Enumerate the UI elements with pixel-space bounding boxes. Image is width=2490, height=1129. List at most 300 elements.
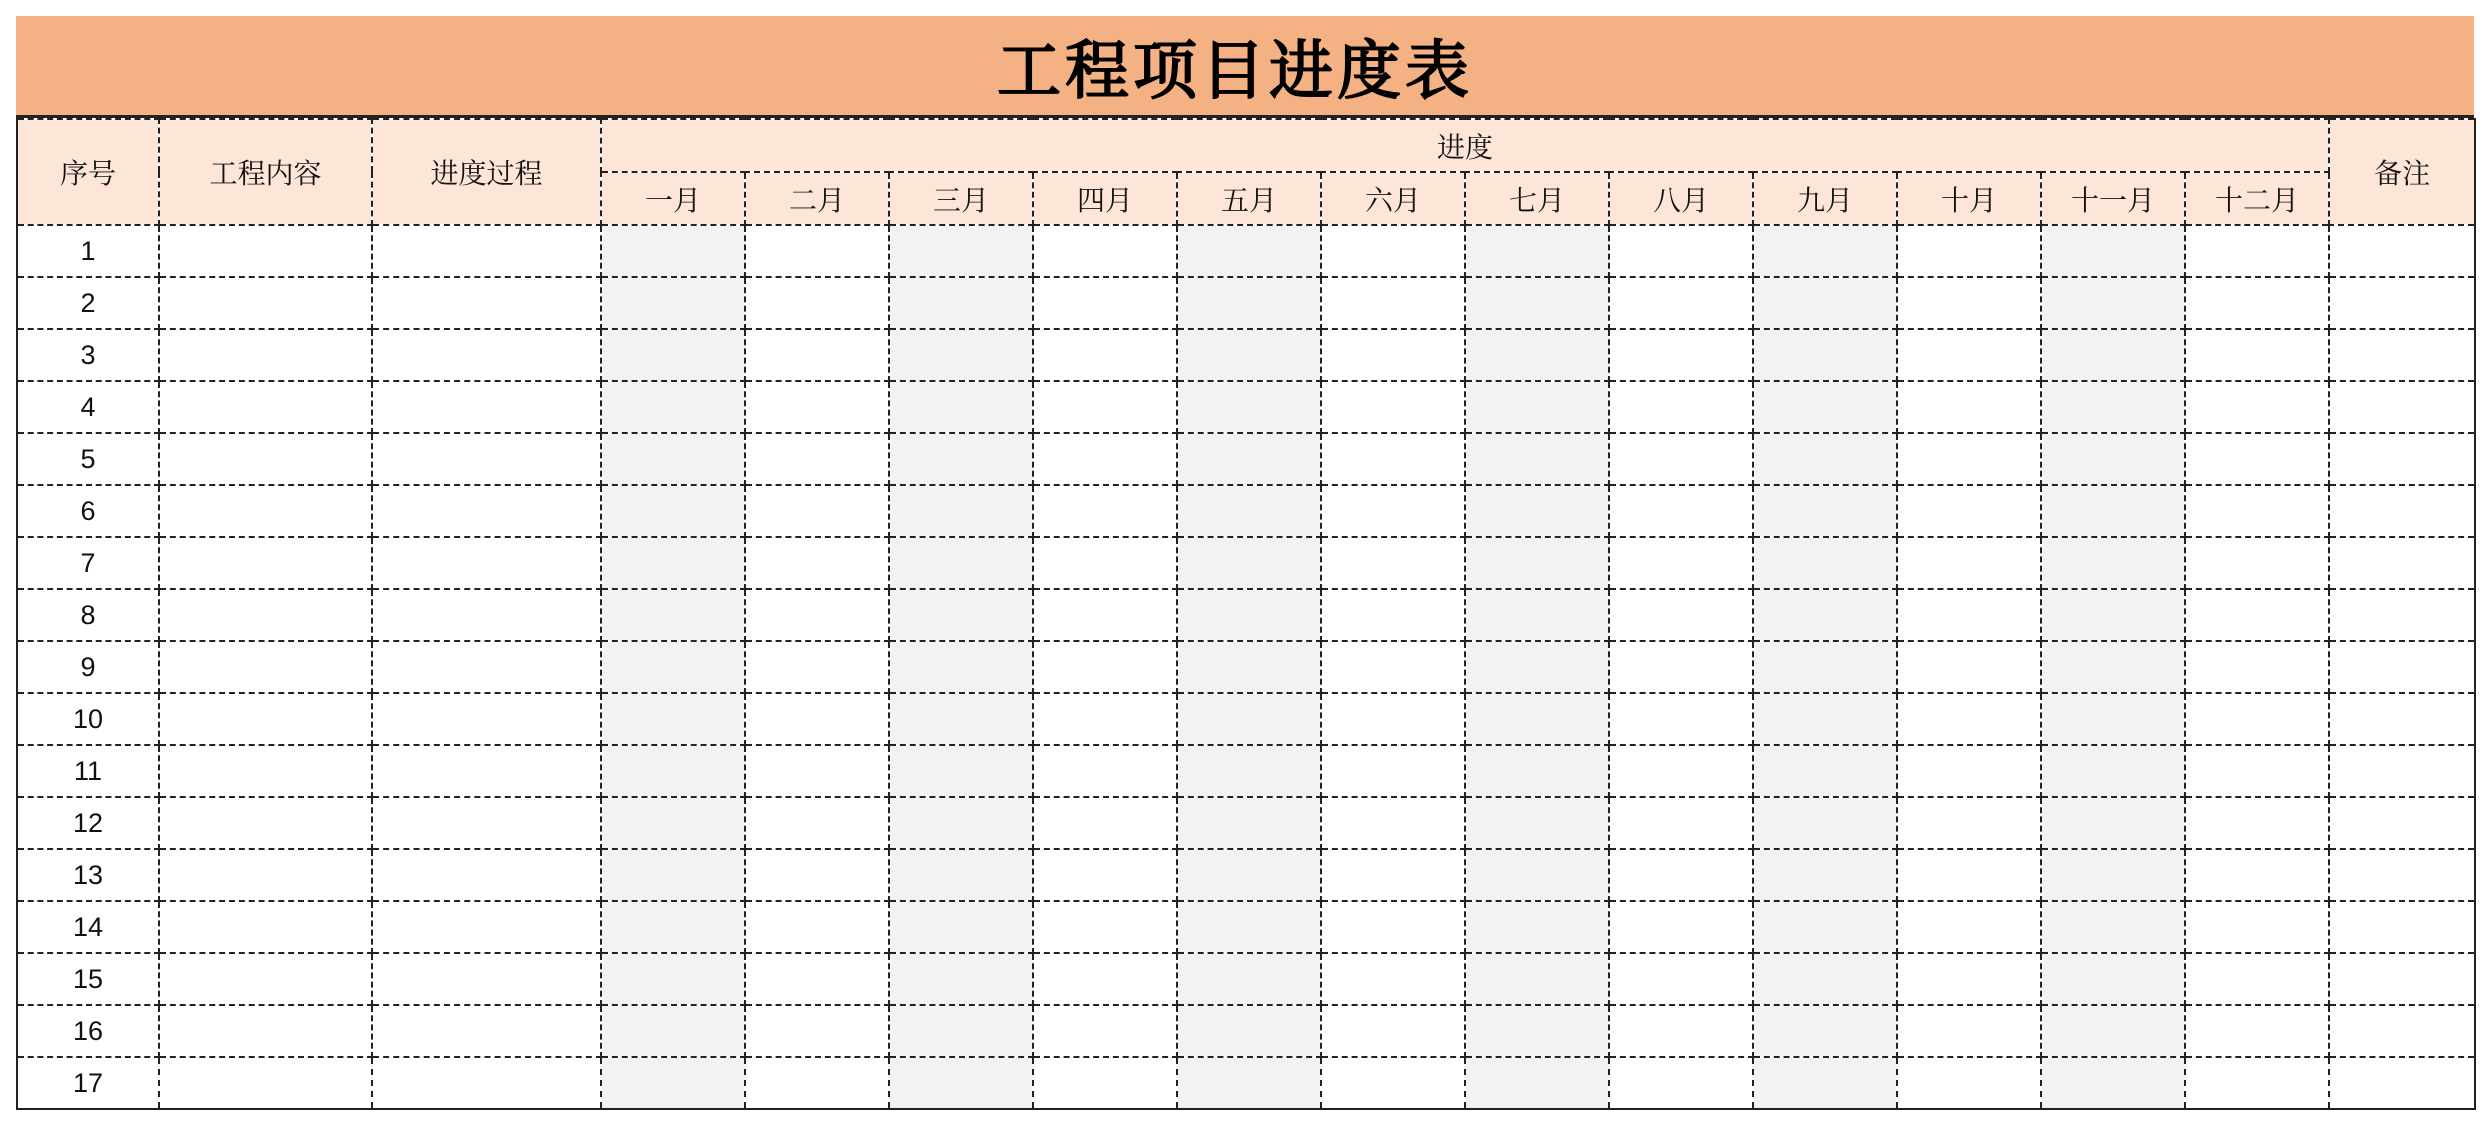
month-cell-1[interactable] bbox=[601, 537, 745, 589]
month-cell-6[interactable] bbox=[1321, 589, 1465, 641]
remarks-cell[interactable] bbox=[2329, 381, 2475, 433]
remarks-cell[interactable] bbox=[2329, 953, 2475, 1005]
month-cell-3[interactable] bbox=[889, 797, 1033, 849]
month-cell-8[interactable] bbox=[1609, 745, 1753, 797]
month-cell-8[interactable] bbox=[1609, 1005, 1753, 1057]
content-cell[interactable] bbox=[159, 277, 372, 329]
month-cell-11[interactable] bbox=[2041, 745, 2185, 797]
table-row bbox=[17, 329, 2475, 381]
month-cell-8[interactable] bbox=[1609, 329, 1753, 381]
month-cell-8[interactable] bbox=[1609, 1057, 1753, 1109]
month-cell-5[interactable] bbox=[1177, 589, 1321, 641]
month-cell-2[interactable] bbox=[745, 381, 889, 433]
month-cell-8[interactable] bbox=[1609, 589, 1753, 641]
process-cell[interactable] bbox=[372, 953, 601, 1005]
month-cell-12[interactable] bbox=[2185, 693, 2329, 745]
month-cell-1[interactable] bbox=[601, 589, 745, 641]
month-cell-8[interactable] bbox=[1609, 797, 1753, 849]
month-cell-8[interactable] bbox=[1609, 485, 1753, 537]
month-cell-1[interactable] bbox=[601, 225, 745, 277]
header-month-10: 十月 bbox=[1897, 172, 2041, 225]
month-cell-2[interactable] bbox=[745, 1005, 889, 1057]
month-cell-5[interactable] bbox=[1177, 537, 1321, 589]
row-index: 12 bbox=[17, 797, 159, 849]
month-cell-6[interactable] bbox=[1321, 953, 1465, 1005]
month-cell-9[interactable] bbox=[1753, 433, 1897, 485]
month-cell-2[interactable] bbox=[745, 537, 889, 589]
remarks-cell[interactable] bbox=[2329, 1057, 2475, 1109]
content-cell[interactable] bbox=[159, 901, 372, 953]
content-cell[interactable] bbox=[159, 433, 372, 485]
month-cell-4[interactable] bbox=[1033, 693, 1177, 745]
progress-sheet bbox=[16, 16, 2474, 1110]
month-cell-4[interactable] bbox=[1033, 589, 1177, 641]
month-cell-10[interactable] bbox=[1897, 641, 2041, 693]
month-cell-5[interactable] bbox=[1177, 641, 1321, 693]
month-cell-12[interactable] bbox=[2185, 797, 2329, 849]
month-cell-5[interactable] bbox=[1177, 797, 1321, 849]
remarks-cell[interactable] bbox=[2329, 225, 2475, 277]
month-cell-7[interactable] bbox=[1465, 433, 1609, 485]
month-cell-11[interactable] bbox=[2041, 797, 2185, 849]
content-cell[interactable] bbox=[159, 953, 372, 1005]
content-cell[interactable] bbox=[159, 745, 372, 797]
month-cell-3[interactable] bbox=[889, 953, 1033, 1005]
process-cell[interactable] bbox=[372, 745, 601, 797]
month-cell-4[interactable] bbox=[1033, 901, 1177, 953]
month-cell-10[interactable] bbox=[1897, 277, 2041, 329]
table-row bbox=[17, 589, 2475, 641]
month-cell-4[interactable] bbox=[1033, 745, 1177, 797]
month-cell-8[interactable] bbox=[1609, 277, 1753, 329]
table-row bbox=[17, 797, 2475, 849]
month-cell-2[interactable] bbox=[745, 1057, 889, 1109]
month-cell-5[interactable] bbox=[1177, 849, 1321, 901]
month-cell-2[interactable] bbox=[745, 329, 889, 381]
row-index: 1 bbox=[17, 225, 159, 277]
row-index: 17 bbox=[17, 1057, 159, 1109]
header-month-1: 一月 bbox=[601, 172, 745, 225]
month-cell-9[interactable] bbox=[1753, 901, 1897, 953]
month-cell-4[interactable] bbox=[1033, 953, 1177, 1005]
header-process: 进度过程 bbox=[372, 119, 601, 225]
month-cell-6[interactable] bbox=[1321, 433, 1465, 485]
remarks-cell[interactable] bbox=[2329, 277, 2475, 329]
month-cell-9[interactable] bbox=[1753, 797, 1897, 849]
row-index: 7 bbox=[17, 537, 159, 589]
month-cell-9[interactable] bbox=[1753, 641, 1897, 693]
month-cell-2[interactable] bbox=[745, 745, 889, 797]
month-cell-7[interactable] bbox=[1465, 277, 1609, 329]
month-cell-2[interactable] bbox=[745, 953, 889, 1005]
process-cell[interactable] bbox=[372, 277, 601, 329]
month-cell-3[interactable] bbox=[889, 641, 1033, 693]
month-cell-11[interactable] bbox=[2041, 641, 2185, 693]
process-cell[interactable] bbox=[372, 797, 601, 849]
month-cell-11[interactable] bbox=[2041, 433, 2185, 485]
month-cell-6[interactable] bbox=[1321, 329, 1465, 381]
month-cell-4[interactable] bbox=[1033, 1057, 1177, 1109]
month-cell-3[interactable] bbox=[889, 433, 1033, 485]
header-month-12: 十二月 bbox=[2185, 172, 2329, 225]
month-cell-7[interactable] bbox=[1465, 485, 1609, 537]
month-cell-3[interactable] bbox=[889, 1005, 1033, 1057]
month-cell-4[interactable] bbox=[1033, 225, 1177, 277]
process-cell[interactable] bbox=[372, 433, 601, 485]
process-cell[interactable] bbox=[372, 641, 601, 693]
process-cell[interactable] bbox=[372, 849, 601, 901]
row-index: 16 bbox=[17, 1005, 159, 1057]
title-bar bbox=[16, 16, 2474, 118]
month-cell-3[interactable] bbox=[889, 589, 1033, 641]
month-cell-11[interactable] bbox=[2041, 849, 2185, 901]
month-cell-7[interactable] bbox=[1465, 225, 1609, 277]
process-cell[interactable] bbox=[372, 589, 601, 641]
table-row bbox=[17, 277, 2475, 329]
table-row bbox=[17, 225, 2475, 277]
month-cell-6[interactable] bbox=[1321, 1057, 1465, 1109]
header-remarks: 备注 bbox=[2329, 119, 2475, 225]
table-row bbox=[17, 1005, 2475, 1057]
table-row bbox=[17, 693, 2475, 745]
month-cell-12[interactable] bbox=[2185, 225, 2329, 277]
month-cell-12[interactable] bbox=[2185, 589, 2329, 641]
month-cell-3[interactable] bbox=[889, 849, 1033, 901]
month-cell-9[interactable] bbox=[1753, 329, 1897, 381]
month-cell-11[interactable] bbox=[2041, 381, 2185, 433]
month-cell-6[interactable] bbox=[1321, 901, 1465, 953]
month-cell-5[interactable] bbox=[1177, 953, 1321, 1005]
table-row bbox=[17, 901, 2475, 953]
month-cell-8[interactable] bbox=[1609, 641, 1753, 693]
month-cell-1[interactable] bbox=[601, 329, 745, 381]
header-month-4: 四月 bbox=[1033, 172, 1177, 225]
month-cell-10[interactable] bbox=[1897, 433, 2041, 485]
remarks-cell[interactable] bbox=[2329, 589, 2475, 641]
month-cell-9[interactable] bbox=[1753, 277, 1897, 329]
content-cell[interactable] bbox=[159, 641, 372, 693]
month-cell-8[interactable] bbox=[1609, 901, 1753, 953]
month-cell-1[interactable] bbox=[601, 381, 745, 433]
month-cell-5[interactable] bbox=[1177, 1005, 1321, 1057]
row-index: 10 bbox=[17, 693, 159, 745]
month-cell-6[interactable] bbox=[1321, 381, 1465, 433]
month-cell-10[interactable] bbox=[1897, 329, 2041, 381]
month-cell-8[interactable] bbox=[1609, 849, 1753, 901]
month-cell-9[interactable] bbox=[1753, 485, 1897, 537]
month-cell-1[interactable] bbox=[601, 1005, 745, 1057]
month-cell-11[interactable] bbox=[2041, 953, 2185, 1005]
remarks-cell[interactable] bbox=[2329, 641, 2475, 693]
process-cell[interactable] bbox=[372, 1057, 601, 1109]
month-cell-12[interactable] bbox=[2185, 1005, 2329, 1057]
month-cell-8[interactable] bbox=[1609, 433, 1753, 485]
month-cell-6[interactable] bbox=[1321, 1005, 1465, 1057]
month-cell-11[interactable] bbox=[2041, 277, 2185, 329]
month-cell-4[interactable] bbox=[1033, 641, 1177, 693]
month-cell-9[interactable] bbox=[1753, 589, 1897, 641]
month-cell-6[interactable] bbox=[1321, 797, 1465, 849]
month-cell-6[interactable] bbox=[1321, 225, 1465, 277]
process-cell[interactable] bbox=[372, 485, 601, 537]
process-cell[interactable] bbox=[372, 693, 601, 745]
month-cell-11[interactable] bbox=[2041, 329, 2185, 381]
month-cell-1[interactable] bbox=[601, 433, 745, 485]
month-cell-3[interactable] bbox=[889, 901, 1033, 953]
month-cell-10[interactable] bbox=[1897, 849, 2041, 901]
month-cell-3[interactable] bbox=[889, 329, 1033, 381]
month-cell-1[interactable] bbox=[601, 901, 745, 953]
month-cell-4[interactable] bbox=[1033, 485, 1177, 537]
row-index: 3 bbox=[17, 329, 159, 381]
month-cell-11[interactable] bbox=[2041, 589, 2185, 641]
month-cell-1[interactable] bbox=[601, 1057, 745, 1109]
month-cell-11[interactable] bbox=[2041, 485, 2185, 537]
month-cell-8[interactable] bbox=[1609, 953, 1753, 1005]
month-cell-2[interactable] bbox=[745, 277, 889, 329]
content-cell[interactable] bbox=[159, 589, 372, 641]
content-cell[interactable] bbox=[159, 1005, 372, 1057]
month-cell-10[interactable] bbox=[1897, 693, 2041, 745]
header-index: 序号 bbox=[17, 119, 159, 225]
month-cell-10[interactable] bbox=[1897, 745, 2041, 797]
header-content: 工程内容 bbox=[159, 119, 372, 225]
month-cell-5[interactable] bbox=[1177, 225, 1321, 277]
month-cell-2[interactable] bbox=[745, 849, 889, 901]
remarks-cell[interactable] bbox=[2329, 901, 2475, 953]
content-cell[interactable] bbox=[159, 225, 372, 277]
month-cell-8[interactable] bbox=[1609, 225, 1753, 277]
month-cell-7[interactable] bbox=[1465, 1057, 1609, 1109]
process-cell[interactable] bbox=[372, 381, 601, 433]
month-cell-5[interactable] bbox=[1177, 433, 1321, 485]
month-cell-7[interactable] bbox=[1465, 797, 1609, 849]
month-cell-7[interactable] bbox=[1465, 693, 1609, 745]
month-cell-1[interactable] bbox=[601, 745, 745, 797]
month-cell-3[interactable] bbox=[889, 693, 1033, 745]
month-cell-5[interactable] bbox=[1177, 745, 1321, 797]
header-month-3: 三月 bbox=[889, 172, 1033, 225]
month-cell-5[interactable] bbox=[1177, 277, 1321, 329]
month-cell-7[interactable] bbox=[1465, 641, 1609, 693]
process-cell[interactable] bbox=[372, 537, 601, 589]
month-cell-7[interactable] bbox=[1465, 953, 1609, 1005]
month-cell-2[interactable] bbox=[745, 901, 889, 953]
month-cell-10[interactable] bbox=[1897, 1057, 2041, 1109]
month-cell-1[interactable] bbox=[601, 849, 745, 901]
row-index: 13 bbox=[17, 849, 159, 901]
content-cell[interactable] bbox=[159, 849, 372, 901]
month-cell-8[interactable] bbox=[1609, 693, 1753, 745]
remarks-cell[interactable] bbox=[2329, 745, 2475, 797]
month-cell-2[interactable] bbox=[745, 693, 889, 745]
month-cell-5[interactable] bbox=[1177, 693, 1321, 745]
month-cell-5[interactable] bbox=[1177, 485, 1321, 537]
month-cell-12[interactable] bbox=[2185, 849, 2329, 901]
remarks-cell[interactable] bbox=[2329, 537, 2475, 589]
month-cell-4[interactable] bbox=[1033, 537, 1177, 589]
month-cell-4[interactable] bbox=[1033, 849, 1177, 901]
month-cell-3[interactable] bbox=[889, 745, 1033, 797]
month-cell-4[interactable] bbox=[1033, 797, 1177, 849]
month-cell-4[interactable] bbox=[1033, 1005, 1177, 1057]
remarks-cell[interactable] bbox=[2329, 693, 2475, 745]
remarks-cell[interactable] bbox=[2329, 485, 2475, 537]
table-row bbox=[17, 953, 2475, 1005]
month-cell-2[interactable] bbox=[745, 485, 889, 537]
month-cell-9[interactable] bbox=[1753, 537, 1897, 589]
month-cell-8[interactable] bbox=[1609, 537, 1753, 589]
month-cell-2[interactable] bbox=[745, 641, 889, 693]
month-cell-12[interactable] bbox=[2185, 641, 2329, 693]
month-cell-5[interactable] bbox=[1177, 1057, 1321, 1109]
content-cell[interactable] bbox=[159, 381, 372, 433]
process-cell[interactable] bbox=[372, 329, 601, 381]
row-index: 2 bbox=[17, 277, 159, 329]
month-cell-7[interactable] bbox=[1465, 589, 1609, 641]
month-cell-11[interactable] bbox=[2041, 901, 2185, 953]
month-cell-4[interactable] bbox=[1033, 329, 1177, 381]
month-cell-12[interactable] bbox=[2185, 953, 2329, 1005]
content-cell[interactable] bbox=[159, 537, 372, 589]
month-cell-4[interactable] bbox=[1033, 277, 1177, 329]
month-cell-11[interactable] bbox=[2041, 225, 2185, 277]
row-index: 15 bbox=[17, 953, 159, 1005]
remarks-cell[interactable] bbox=[2329, 797, 2475, 849]
month-cell-12[interactable] bbox=[2185, 901, 2329, 953]
month-cell-9[interactable] bbox=[1753, 953, 1897, 1005]
month-cell-10[interactable] bbox=[1897, 797, 2041, 849]
process-cell[interactable] bbox=[372, 1005, 601, 1057]
month-cell-6[interactable] bbox=[1321, 745, 1465, 797]
row-index: 14 bbox=[17, 901, 159, 953]
month-cell-3[interactable] bbox=[889, 225, 1033, 277]
month-cell-9[interactable] bbox=[1753, 381, 1897, 433]
month-cell-7[interactable] bbox=[1465, 537, 1609, 589]
header-progress: 进度 bbox=[601, 119, 2329, 172]
month-cell-11[interactable] bbox=[2041, 537, 2185, 589]
remarks-cell[interactable] bbox=[2329, 849, 2475, 901]
month-cell-10[interactable] bbox=[1897, 589, 2041, 641]
month-cell-6[interactable] bbox=[1321, 485, 1465, 537]
month-cell-11[interactable] bbox=[2041, 1005, 2185, 1057]
header-row-top bbox=[17, 119, 2475, 172]
month-cell-9[interactable] bbox=[1753, 225, 1897, 277]
header-month-11: 十一月 bbox=[2041, 172, 2185, 225]
month-cell-2[interactable] bbox=[745, 225, 889, 277]
row-index: 9 bbox=[17, 641, 159, 693]
month-cell-2[interactable] bbox=[745, 797, 889, 849]
month-cell-12[interactable] bbox=[2185, 433, 2329, 485]
month-cell-8[interactable] bbox=[1609, 381, 1753, 433]
month-cell-1[interactable] bbox=[601, 797, 745, 849]
month-cell-5[interactable] bbox=[1177, 901, 1321, 953]
month-cell-6[interactable] bbox=[1321, 277, 1465, 329]
month-cell-1[interactable] bbox=[601, 641, 745, 693]
row-index: 4 bbox=[17, 381, 159, 433]
month-cell-7[interactable] bbox=[1465, 745, 1609, 797]
month-cell-10[interactable] bbox=[1897, 953, 2041, 1005]
content-cell[interactable] bbox=[159, 329, 372, 381]
month-cell-12[interactable] bbox=[2185, 381, 2329, 433]
month-cell-12[interactable] bbox=[2185, 329, 2329, 381]
month-cell-3[interactable] bbox=[889, 537, 1033, 589]
month-cell-6[interactable] bbox=[1321, 693, 1465, 745]
month-cell-3[interactable] bbox=[889, 485, 1033, 537]
month-cell-3[interactable] bbox=[889, 381, 1033, 433]
month-cell-11[interactable] bbox=[2041, 1057, 2185, 1109]
header-month-5: 五月 bbox=[1177, 172, 1321, 225]
month-cell-1[interactable] bbox=[601, 485, 745, 537]
month-cell-6[interactable] bbox=[1321, 849, 1465, 901]
month-cell-7[interactable] bbox=[1465, 329, 1609, 381]
month-cell-10[interactable] bbox=[1897, 1005, 2041, 1057]
month-cell-6[interactable] bbox=[1321, 641, 1465, 693]
month-cell-3[interactable] bbox=[889, 277, 1033, 329]
month-cell-7[interactable] bbox=[1465, 381, 1609, 433]
month-cell-5[interactable] bbox=[1177, 329, 1321, 381]
remarks-cell[interactable] bbox=[2329, 1005, 2475, 1057]
process-cell[interactable] bbox=[372, 901, 601, 953]
month-cell-9[interactable] bbox=[1753, 745, 1897, 797]
month-cell-6[interactable] bbox=[1321, 537, 1465, 589]
month-cell-9[interactable] bbox=[1753, 849, 1897, 901]
content-cell[interactable] bbox=[159, 797, 372, 849]
month-cell-12[interactable] bbox=[2185, 1057, 2329, 1109]
header-month-8: 八月 bbox=[1609, 172, 1753, 225]
month-cell-1[interactable] bbox=[601, 953, 745, 1005]
month-cell-7[interactable] bbox=[1465, 901, 1609, 953]
month-cell-10[interactable] bbox=[1897, 485, 2041, 537]
table-row bbox=[17, 641, 2475, 693]
remarks-cell[interactable] bbox=[2329, 329, 2475, 381]
month-cell-12[interactable] bbox=[2185, 277, 2329, 329]
month-cell-1[interactable] bbox=[601, 277, 745, 329]
table-row bbox=[17, 849, 2475, 901]
month-cell-2[interactable] bbox=[745, 589, 889, 641]
table-row bbox=[17, 381, 2475, 433]
month-cell-9[interactable] bbox=[1753, 693, 1897, 745]
month-cell-7[interactable] bbox=[1465, 849, 1609, 901]
month-cell-12[interactable] bbox=[2185, 745, 2329, 797]
month-cell-1[interactable] bbox=[601, 693, 745, 745]
table-row bbox=[17, 433, 2475, 485]
row-index: 6 bbox=[17, 485, 159, 537]
month-cell-4[interactable] bbox=[1033, 433, 1177, 485]
month-cell-10[interactable] bbox=[1897, 901, 2041, 953]
content-cell[interactable] bbox=[159, 693, 372, 745]
header-month-6: 六月 bbox=[1321, 172, 1465, 225]
remarks-cell[interactable] bbox=[2329, 433, 2475, 485]
month-cell-12[interactable] bbox=[2185, 537, 2329, 589]
content-cell[interactable] bbox=[159, 1057, 372, 1109]
content-cell[interactable] bbox=[159, 485, 372, 537]
process-cell[interactable] bbox=[372, 225, 601, 277]
month-cell-10[interactable] bbox=[1897, 225, 2041, 277]
month-cell-9[interactable] bbox=[1753, 1005, 1897, 1057]
month-cell-7[interactable] bbox=[1465, 1005, 1609, 1057]
month-cell-9[interactable] bbox=[1753, 1057, 1897, 1109]
month-cell-12[interactable] bbox=[2185, 485, 2329, 537]
month-cell-3[interactable] bbox=[889, 1057, 1033, 1109]
month-cell-10[interactable] bbox=[1897, 537, 2041, 589]
row-index: 11 bbox=[17, 745, 159, 797]
month-cell-11[interactable] bbox=[2041, 693, 2185, 745]
month-cell-5[interactable] bbox=[1177, 381, 1321, 433]
month-cell-4[interactable] bbox=[1033, 381, 1177, 433]
month-cell-2[interactable] bbox=[745, 433, 889, 485]
month-cell-10[interactable] bbox=[1897, 381, 2041, 433]
